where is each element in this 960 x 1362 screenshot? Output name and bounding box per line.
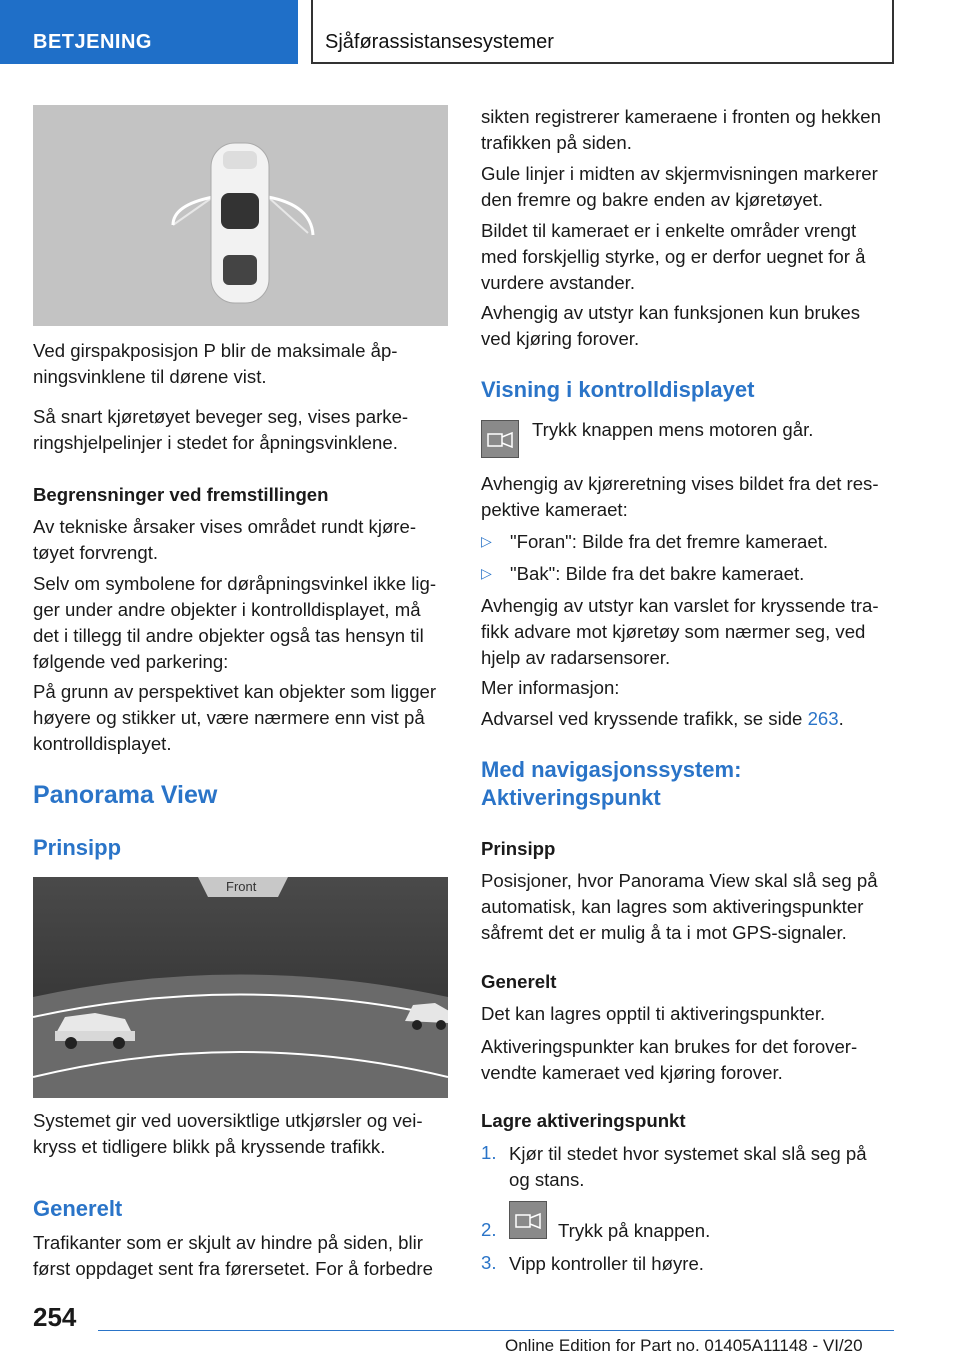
subsection-heading: Prinsipp	[33, 835, 122, 860]
subsection-heading: Generelt	[33, 1196, 123, 1221]
camera-button-icon	[509, 1201, 547, 1239]
paragraph: sikten registrerer kameraene i fronten og hekken trafikken på siden.	[481, 106, 881, 153]
paragraph: Gule linjer i midten av skjermvisningen markerer den fremre og bakre enden av kjøretøyet.	[481, 163, 878, 210]
step-text: Trykk på knappen.	[558, 1220, 711, 1241]
subheading: Lagre aktiveringspunkt	[481, 1110, 686, 1131]
subsection-heading: Visning i kontrolldisplayet	[481, 377, 755, 402]
page-number: 254	[33, 1302, 77, 1332]
camera-button-icon	[481, 420, 519, 458]
bullet-arrow-icon: ▷	[481, 565, 492, 581]
paragraph: Avhengig av utstyr kan funksjonen kun brukes ved kjøring forover.	[481, 302, 860, 349]
paragraph: Så snart kjøretøyet beveger seg, vises parke- ringshjelpelinjer i stedet for åpningsvinklene.	[33, 406, 409, 453]
subheading: Generelt	[481, 971, 557, 992]
subheading: Prinsipp	[481, 838, 556, 859]
paragraph: Av tekniske årsaker vises området rundt kjøre- tøyet forvrengt.	[33, 516, 417, 563]
footer-divider	[98, 1330, 894, 1331]
step-text: Kjør til stedet hvor systemet skal slå seg på og stans.	[509, 1143, 867, 1190]
paragraph: Det kan lagres opptil ti aktiveringspunkter.	[481, 1003, 826, 1024]
paragraph: Selv om symbolene for døråpningsvinkel ikke lig- ger under andre objekter i kontrolldisplayet, må det i tillegg til andre objekter også tas hensyn til følgende ved parkering:	[33, 573, 437, 672]
paragraph: Systemet gir ved uoversiktlige utkjørsler og vei- kryss et tidligere blikk på kryssende trafikk.	[33, 1110, 423, 1157]
section-tab	[0, 0, 298, 64]
chapter-tab	[311, 0, 894, 64]
step-text: Vipp kontroller til høyre.	[509, 1253, 704, 1274]
step-number: 2.	[481, 1219, 497, 1240]
paragraph: Bildet til kameraet er i enkelte områder vrengt med forskjellig styrke, og er derfor uegnet for å vurdere avstander.	[481, 220, 866, 293]
subheading: Begrensninger ved fremstillingen	[33, 484, 329, 505]
paragraph: Avhengig av kjøreretning vises bildet fra det res- pektive kameraet:	[481, 473, 879, 520]
paragraph: Posisjoner, hvor Panorama View skal slå seg på automatisk, kan lagres som aktiveringspunkter såfremt det er mulig å ta i mot GPS-signaler.	[481, 870, 878, 943]
chapter-title: Sjåførassistansesystemer	[325, 31, 554, 53]
bullet-arrow-icon: ▷	[481, 533, 492, 549]
panorama-camera-image	[33, 877, 448, 1098]
subsection-heading: Med navigasjonssystem: Aktiveringspunkt	[481, 757, 742, 810]
list-item: "Foran": Bilde fra det fremre kameraet.	[510, 531, 829, 552]
paragraph: På grunn av perspektivet kan objekter som ligger høyere og stikker ut, være nærmere enn vist på kontrolldisplayet.	[33, 681, 437, 754]
paragraph: Advarsel ved kryssende trafikk, se side 263.	[481, 708, 844, 729]
paragraph: Aktiveringspunkter kan brukes for det forover- vendte kameraet ved kjøring forover.	[481, 1036, 858, 1083]
section-heading: Panorama View	[33, 781, 218, 809]
paragraph: Mer informasjon:	[481, 677, 620, 698]
page-link[interactable]: 263	[807, 708, 839, 729]
door-angle-image	[33, 105, 448, 326]
paragraph: Trafikanter som er skjult av hindre på siden, blir først oppdaget sent fra førersetet. For å forbedre	[33, 1232, 433, 1279]
button-instruction: Trykk knappen mens motoren går.	[532, 419, 814, 440]
front-label: Front	[226, 879, 257, 894]
section-title: BETJENING	[33, 31, 152, 53]
paragraph: Avhengig av utstyr kan varslet for kryssende tra- fikk advare mot kjøretøy som nærmer seg, ved hjelp av radarsensorer.	[481, 595, 879, 668]
step-number: 3.	[481, 1252, 497, 1273]
list-item: "Bak": Bilde fra det bakre kameraet.	[510, 563, 805, 584]
paragraph: Ved girspakposisjon P blir de maksimale åp- ningsvinklene til dørene vist.	[33, 340, 398, 387]
step-number: 1.	[481, 1142, 497, 1163]
edition-note: Online Edition for Part no. 01405A11148 - VI/20	[505, 1336, 863, 1355]
